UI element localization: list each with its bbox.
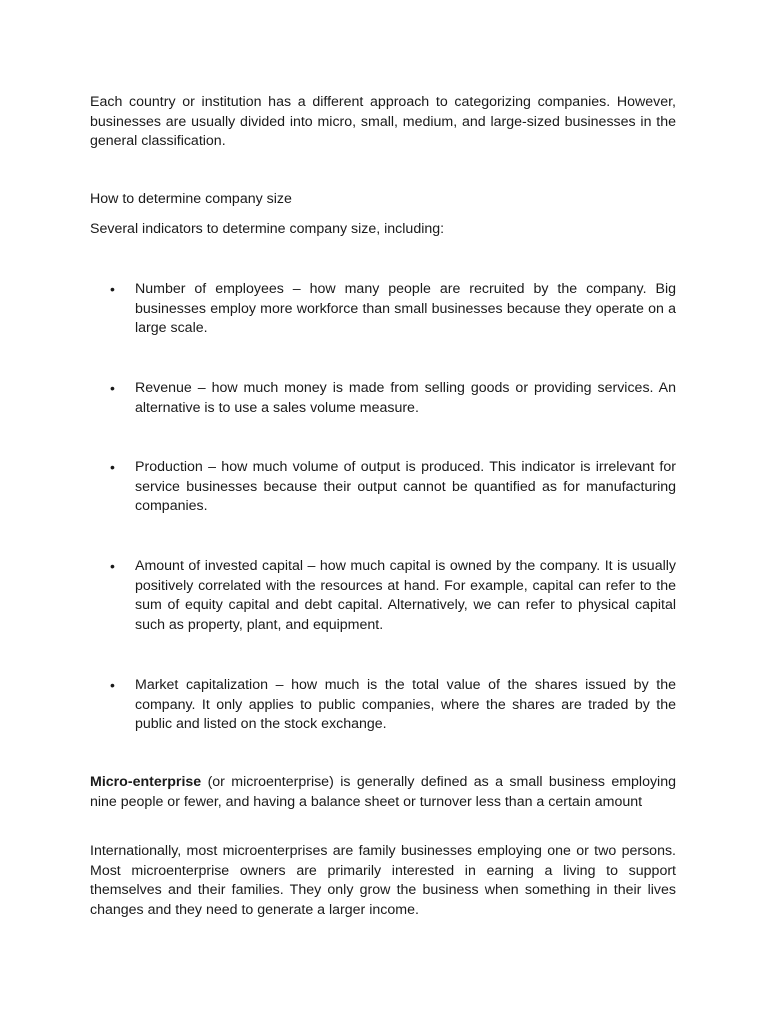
- lead-paragraph: Several indicators to determine company size, including:: [90, 221, 445, 237]
- bullet-text: Production – how much volume of output is produced. This indicator is irrelevant for service businesses because their output cannot be quantified as for manufacturing companies.: [135, 459, 676, 514]
- intro-paragraph: Each country or institution has a different approach to categorizing companies. However, businesses are usually divided into micro, small, medium, and large-sized businesses in the general classification.: [90, 94, 676, 149]
- bullet-icon: •: [110, 677, 115, 693]
- bullet-icon: •: [110, 459, 115, 475]
- micro-enterprise-term: Micro-enterprise: [90, 774, 202, 790]
- bullet-icon: •: [110, 558, 115, 574]
- section-heading: How to determine company size: [90, 191, 292, 207]
- micro-enterprise-paragraph: [90, 773, 676, 812]
- bullet-text: Number of employees – how many people are recruited by the company. Big businesses employ more workforce than small businesses because they operate on a large scale.: [135, 281, 676, 336]
- micro-enterprise-definition: (or microenterprise) is generally defined as a small business employing nine people or fewer, and having a balance sheet or turnover less than a certain amount: [90, 774, 676, 810]
- closing-paragraph: Internationally, most microenterprises are family businesses employing one or two persons. Most microenterprise owners are primarily interested in earning a living to support themselves and their families. They only grow the business when something in their lives changes and they need to generate a larger income.: [90, 843, 676, 918]
- bullet-text: Amount of invested capital – how much capital is owned by the company. It is usually positively correlated with the resources at hand. For example, capital can refer to the sum of equity capital and debt capital. Alternatively, we can refer to physical capital such as property, plant, and equipment.: [135, 558, 676, 633]
- bullet-text: Market capitalization – how much is the total value of the shares issued by the company. It only applies to public companies, where the shares are traded by the public and listed on the stock exchange.: [135, 677, 676, 732]
- bullet-icon: •: [110, 380, 115, 396]
- bullet-icon: •: [110, 281, 115, 297]
- bullet-text: Revenue – how much money is made from selling goods or providing services. An alternative is to use a sales volume measure.: [135, 380, 676, 416]
